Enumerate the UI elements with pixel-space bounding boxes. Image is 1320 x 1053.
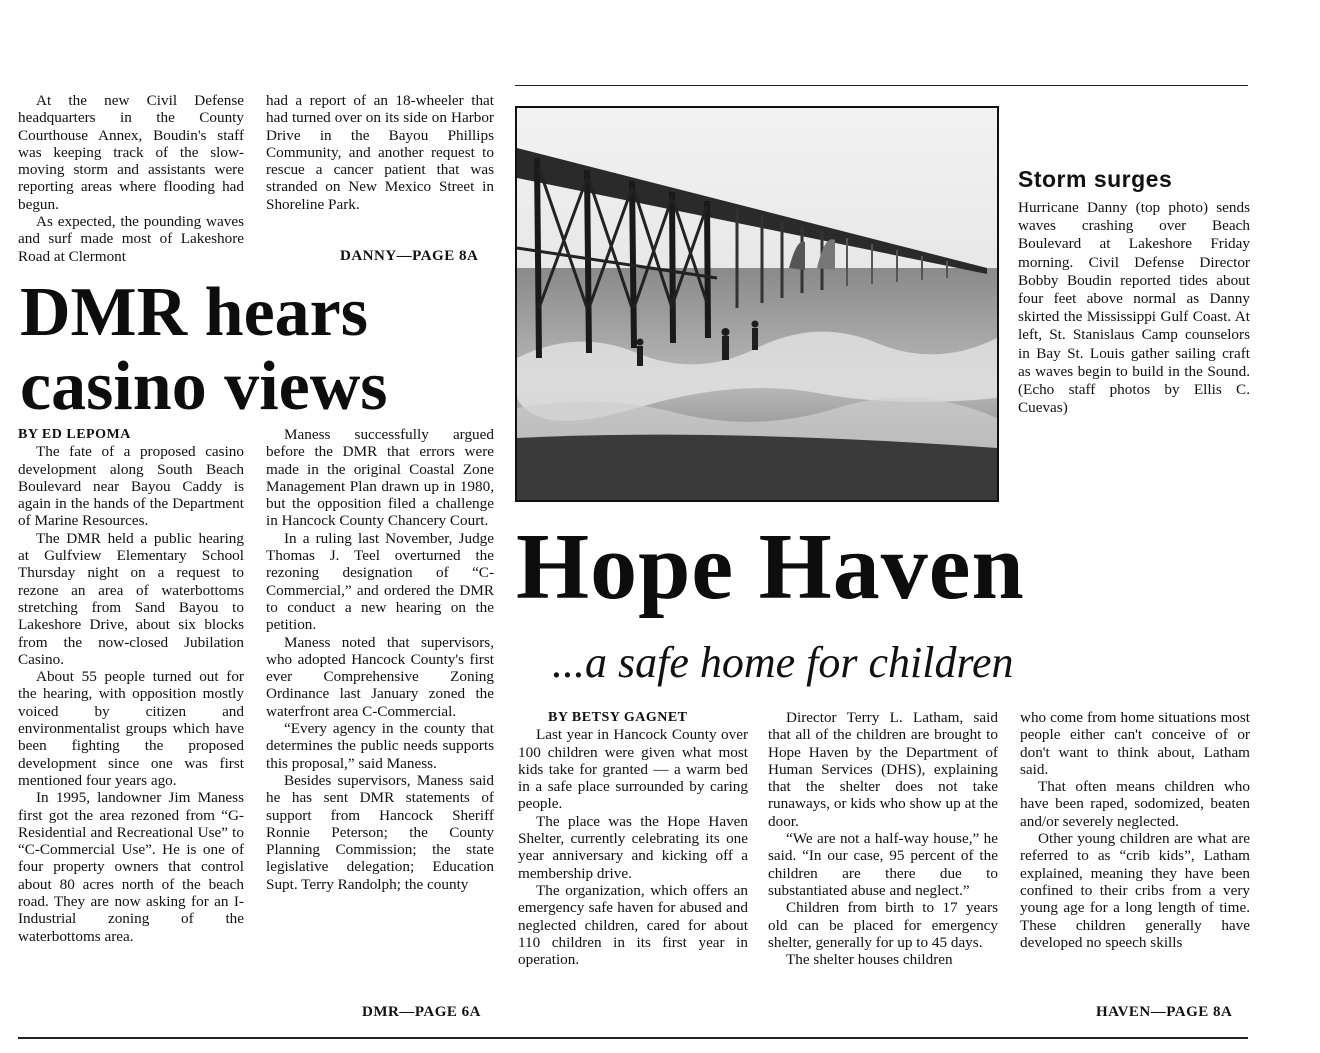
haven-col3-para: who come from home situations most people either can't conceive of or don't want to think about, Latham said. [1020,709,1250,778]
dmr-col1-para: The DMR held a public hearing at Gulfview Elementary School Thursday night on a request to rezone an area of waterbottoms stretching from Sand Bayou to Lakeshore Drive, about six blocks from the now-closed Jubilation Casino. [18,529,244,668]
haven-col1-para: Last year in Hancock County over 100 children were given what most kids take for granted — a warm bed in a safe place surrounded by caring people. [518,726,748,813]
haven-col2-para: “We are not a half-way house,” he said. “In our case, 95 percent of the children are there due to substantiated abuse and neglect.” [768,830,998,899]
haven-col2-para: Children from birth to 17 years old can be placed for emergency shelter, generally for up to 45 days. [768,899,998,951]
haven-column-3 [1020,709,1250,951]
haven-headline: Hope Haven [516,515,1025,619]
dmr-col2-para: In a ruling last November, Judge Thomas J. Teel overturned the rezoning designation of “C-Commercial,” and ordered the DMR to conduct a new hearing on the petition. [266,529,494,634]
dmr-byline: BY ED LEPOMA [18,427,131,442]
dmr-col2-para: Besides supervisors, Maness said he has sent DMR statements of support from Hancock Sheriff Ronnie Peterson; the County Planning Commission; the state legislative delegation; Education Supt. Terry Randolph; the county [266,771,494,893]
bottom-rule [18,1037,1248,1039]
top-column-2 [266,92,494,213]
dmr-column-1 [18,426,244,945]
dmr-jump-line: DMR—PAGE 6A [362,1004,481,1020]
dmr-col2-para: Maness successfully argued before the DMR that errors were made in the original Coastal Zone Management Plan drawn up in 1980, but the opposition filed a challenge in Hancock County Chancery Court. [266,426,494,530]
haven-column-1 [518,709,748,968]
dmr-headline-line2: casino views [20,348,388,425]
haven-col2-para: The shelter houses children [786,951,953,969]
top-col2-para: had a report of an 18-wheeler that had turned over on its side on Harbor Drive in the Bayou Phillips Community, and another request to rescue a cancer patient that was stranded on New Mexico Street in Shoreline Park. [266,92,494,213]
pier-photo [515,106,999,502]
haven-col1-para: The organization, which offers an emergency safe haven for abused and neglected children, cared for about 110 children in its first year in operation. [518,881,748,969]
dmr-column-2 [266,426,494,893]
dmr-col2-para: Maness noted that supervisors, who adopted Hancock County's first ever Comprehensive Zoning Ordinance last January zoned the waterfront area C-Commercial. [266,633,494,720]
dmr-col1-para: The fate of a proposed casino development along South Beach Boulevard near Bayou Caddy is again in the hands of the Department of Marine Resources. [18,443,244,530]
haven-byline: BY BETSY GAGNET [548,710,688,725]
dmr-col1-para: In 1995, landowner Jim Maness first got the area rezoned from “G-Residential and Recreational Use” to “C-Commercial Use”. He is one of four property owners that control about 80 acres north of the beach road. They are now asking for an I-Industrial zoning of the waterbottoms area. [18,789,244,945]
top-col1-para: At the new Civil Defense headquarters in the County Courthouse Annex, Boudin's staff was keeping track of the slow-moving storm and assistants were reporting areas where flooding had begun. [18,92,244,213]
dmr-headline [20,276,500,424]
haven-headline-block [516,515,1216,619]
top-column-1 [18,92,244,265]
haven-col1-para: The place was the Hope Haven Shelter, currently celebrating its one year anniversary and kicking off a membership drive. [518,812,748,882]
dmr-col1-para: About 55 people turned out for the hearing, with opposition mostly voiced by citizen and environmentalist groups which have been fighting the proposed development since one was first mentioned four years ago. [18,668,244,789]
haven-jump-line: HAVEN—PAGE 8A [1096,1004,1233,1020]
caption-title: Storm surges [1018,166,1173,192]
photo-caption [1018,166,1250,417]
danny-jump-line: DANNY—PAGE 8A [340,248,479,264]
top-rule [515,85,1248,86]
haven-col2-para: Director Terry L. Latham, said that all of the children are brought to Hope Haven by the Department of Human Services (DHS), explaining that the shelter does not take runaways, or kids who show up at the door. [768,709,998,830]
top-col1-para: As expected, the pounding waves and surf made most of Lakeshore Road at Clermont [18,213,244,265]
haven-column-2 [768,709,998,968]
dmr-col2-para: “Every agency in the county that determines the public needs supports this proposal,” said Maness. [266,720,494,772]
pier-photo-image [517,108,997,500]
haven-col3-para: That often means children who have been raped, sodomized, beaten and/or severely neglected. [1020,778,1250,830]
haven-col3-para: Other young children are what are referred to as “crib kids”, Latham explained, meaning they have been confined to their cribs from a very young age for a long length of time. These children generally have developed no speech skills [1020,830,1250,951]
caption-text: Hurricane Danny (top photo) sends waves crashing over Beach Boulevard at Lakeshore Friday morning. Civil Defense Director Bobby Boudin reported tides about four feet above normal as Danny skirted the Mississippi Gulf Coast. At left, St. Stanislaus Camp counselors in Bay St. Louis gather sailing craft as waves begin to build in the Sound. (Echo staff photos by Ellis C. Cuevas) [1018,199,1250,417]
haven-subhead: ...a safe home for children [552,638,1014,687]
dmr-headline-line1: DMR hears [20,274,368,351]
